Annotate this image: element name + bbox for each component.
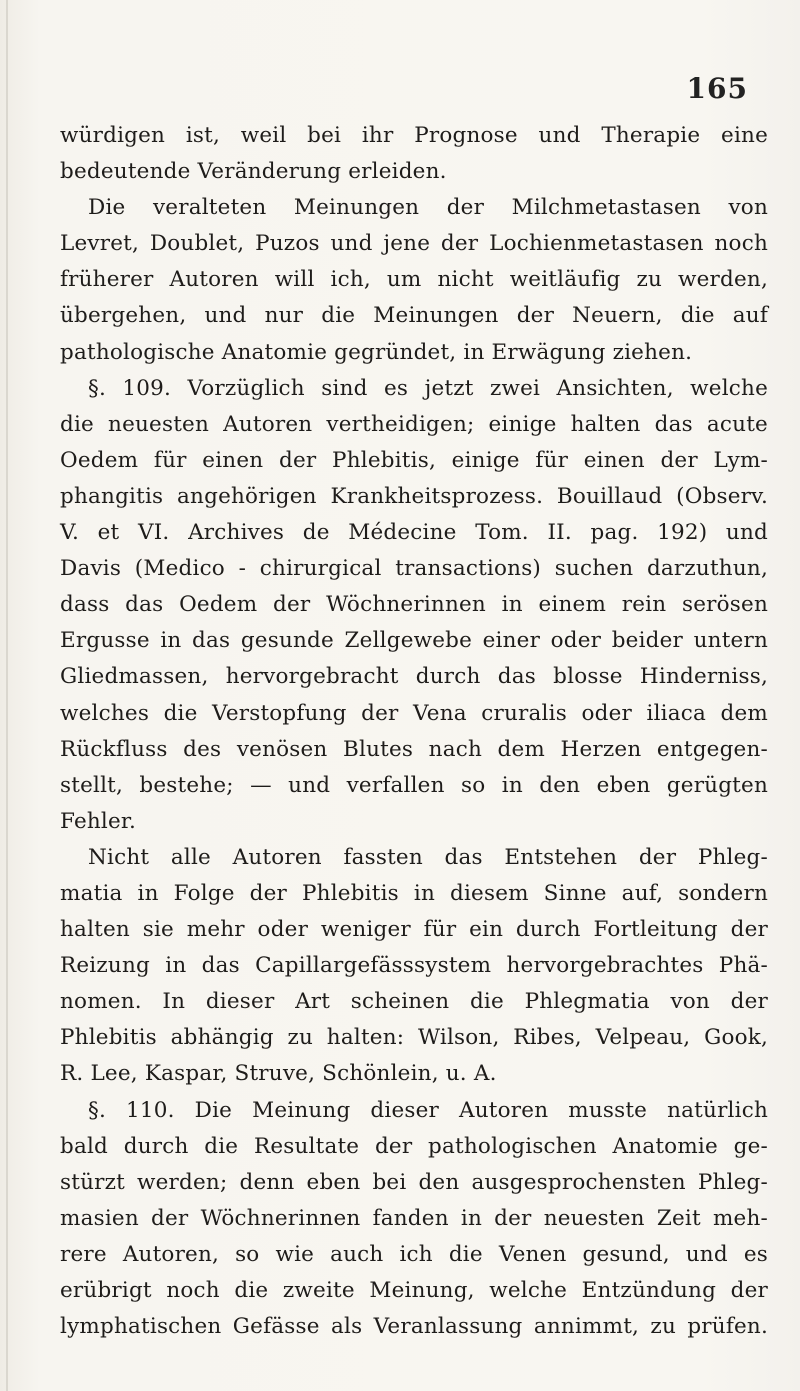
- text-line: phangitis angehörigen Krankheitsprozess. Bouillaud (Observ.: [60, 483, 768, 509]
- text-line: lymphatischen Gefässe als Veranlassung annimmt, zu prüfen.: [60, 1314, 768, 1340]
- text-line: würdigen ist, weil bei ihr Prognose und Therapie eine: [60, 123, 768, 148]
- text-line: Fehler.: [60, 808, 137, 834]
- text-line: Reizung in das Capillargefässsystem hervorgebrachtes Phä-: [60, 953, 768, 979]
- text-line: Phlebitis abhängig zu halten: Wilson, Ribes, Velpeau, Gook,: [60, 1025, 768, 1051]
- text-line: halten sie mehr oder weniger für ein durch Fortleitung der: [60, 917, 768, 943]
- text-line: masien der Wöchnerinnen fanden in der neuesten Zeit meh-: [60, 1205, 768, 1231]
- text-line: die neuesten Autoren vertheidigen; einige halten das acute: [60, 411, 768, 437]
- text-line: stellt, bestehe; — und verfallen so in den eben gerügten: [60, 772, 768, 798]
- text-line: Nicht alle Autoren fassten das Entstehen der Phleg-: [88, 844, 768, 870]
- text-line: Rückfluss des venösen Blutes nach dem Herzen entgegen-: [60, 736, 768, 762]
- page-number: 165: [686, 72, 748, 105]
- text-line: dass das Oedem der Wöchnerinnen in einem rein serösen: [60, 592, 768, 618]
- text-line: Davis (Medico - chirurgical transactions) suchen darzuthun,: [60, 556, 768, 582]
- text-line: §. 110. Die Meinung dieser Autoren musste natürlich: [88, 1097, 768, 1123]
- text-line: erübrigt noch die zweite Meinung, welche Entzündung der: [60, 1278, 768, 1303]
- text-line: Gliedmassen, hervorgebracht durch das blosse Hinderniss,: [60, 664, 768, 690]
- text-line: Oedem für einen der Phlebitis, einige für einen der Lym-: [60, 447, 768, 473]
- text-line: nomen. In dieser Art scheinen die Phlegmatia von der: [60, 989, 768, 1015]
- text-line: pathologische Anatomie gegründet, in Erwägung ziehen.: [60, 339, 693, 365]
- text-line: §. 109. Vorzüglich sind es jetzt zwei Ansichten, welche: [88, 375, 768, 401]
- text-line: bedeutende Veränderung erleiden.: [60, 159, 447, 185]
- text-line: rere Autoren, so wie auch ich die Venen gesund, und es: [60, 1241, 768, 1267]
- text-line: welches die Verstopfung der Vena cruralis oder iliaca dem: [60, 700, 768, 726]
- text-line: übergehen, und nur die Meinungen der Neuern, die auf: [60, 303, 768, 329]
- page-binding-edge: [6, 0, 8, 1391]
- text-line: bald durch die Resultate der pathologischen Anatomie ge-: [60, 1133, 768, 1159]
- text-line: Die veralteten Meinungen der Milchmetastasen von: [88, 195, 768, 221]
- text-line: früherer Autoren will ich, um nicht weitläufig zu werden,: [60, 267, 768, 293]
- text-line: V. et VI. Archives de Médecine Tom. II. pag. 192) und: [60, 520, 768, 546]
- text-line: Levret, Doublet, Puzos und jene der Lochienmetastasen noch: [60, 231, 768, 257]
- text-line: matia in Folge der Phlebitis in diesem Sinne auf, sondern: [60, 880, 768, 906]
- body-text: [60, 118, 768, 1345]
- text-line: R. Lee, Kaspar, Struve, Schönlein, u. A.: [60, 1061, 497, 1087]
- text-line: Ergusse in das gesunde Zellgewebe einer oder beider untern: [60, 628, 768, 654]
- text-line: stürzt werden; denn eben bei den ausgesprochensten Phleg-: [60, 1169, 768, 1195]
